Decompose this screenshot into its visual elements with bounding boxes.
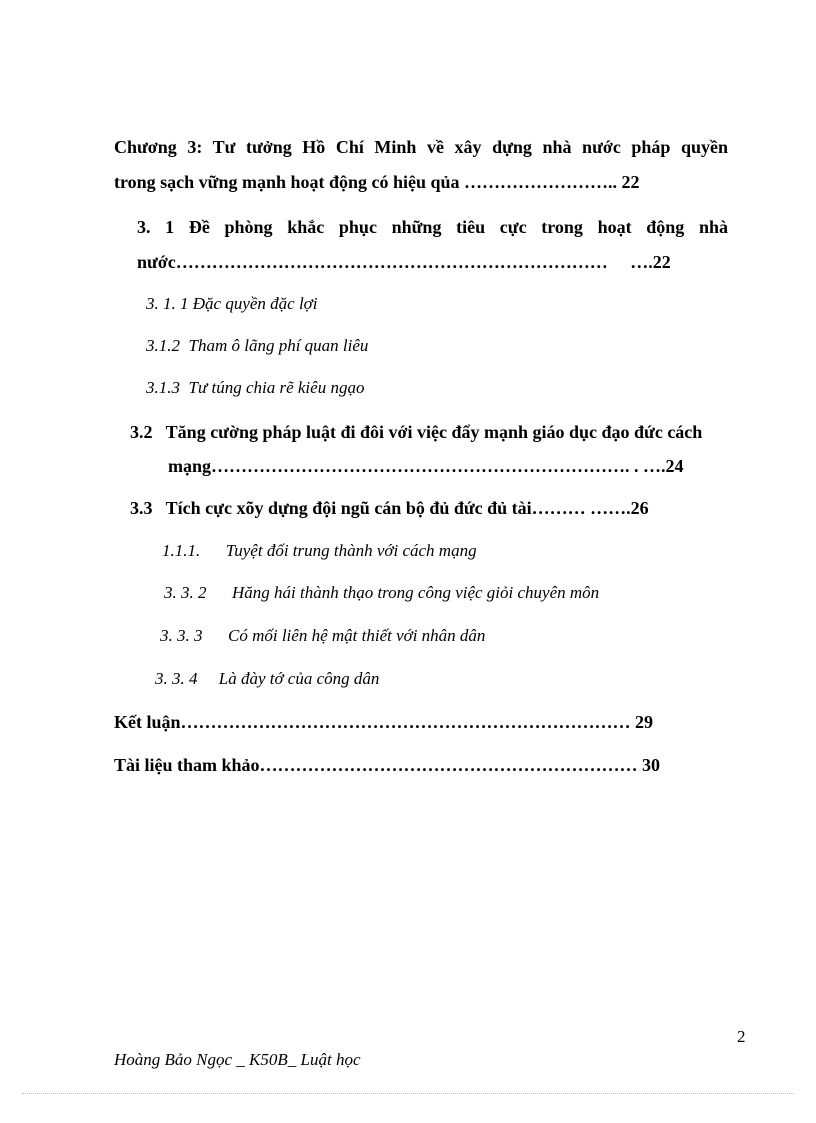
toc-chapter3-line1: Chương 3: Tư tưởng Hồ Chí Minh về xây dựng nhà nước pháp quyền: [114, 137, 728, 157]
toc-conclusion: Kết luận………………………………………………………………… 29: [114, 712, 654, 732]
page-boundary-divider: [22, 1093, 794, 1094]
toc-references: Tài liệu tham khảo……………………………………………………… 30: [114, 755, 661, 775]
toc-3-1-1: 3. 1. 1 Đặc quyền đặc lợi: [146, 294, 318, 313]
page-number: 2: [737, 1027, 746, 1046]
toc-3-3: 3.3 Tích cực xõy dựng đội ngũ cán bộ đủ đức đủ tài……… …….26: [130, 498, 649, 518]
toc-3-3-2: 3. 3. 2 Hăng hái thành thạo trong công việc giỏi chuyên môn: [164, 583, 600, 602]
toc-chapter3-line2: trong sạch vững mạnh hoạt động có hiệu qủa …………………….. 22: [114, 172, 640, 192]
toc-3-1-line2: nước……………………………………………………………… ….22: [137, 252, 671, 272]
toc-3-1-3: 3.1.3 Tư túng chia rẽ kiêu ngạo: [146, 378, 365, 397]
footer-author: Hoàng Bảo Ngọc _ K50B_ Luật học: [114, 1050, 361, 1069]
toc-3-2-line1: 3.2 Tăng cường pháp luật đi đôi với việc đẩy mạnh giáo dục đạo đức cách: [130, 422, 703, 442]
toc-3-3-1: 1.1.1. Tuyệt đối trung thành với cách mạng: [162, 541, 477, 560]
toc-3-1-2: 3.1.2 Tham ô lãng phí quan liêu: [146, 336, 369, 355]
toc-3-1-line1: 3. 1 Đề phòng khắc phục những tiêu cực trong hoạt động nhà: [137, 217, 728, 237]
toc-3-2-line2: mạng……………………………………………………………. . ….24: [168, 456, 684, 476]
toc-3-3-3: 3. 3. 3 Có mối liên hệ mật thiết với nhân dân: [160, 626, 486, 645]
toc-3-3-4: 3. 3. 4 Là đày tớ của công dân: [155, 669, 380, 688]
